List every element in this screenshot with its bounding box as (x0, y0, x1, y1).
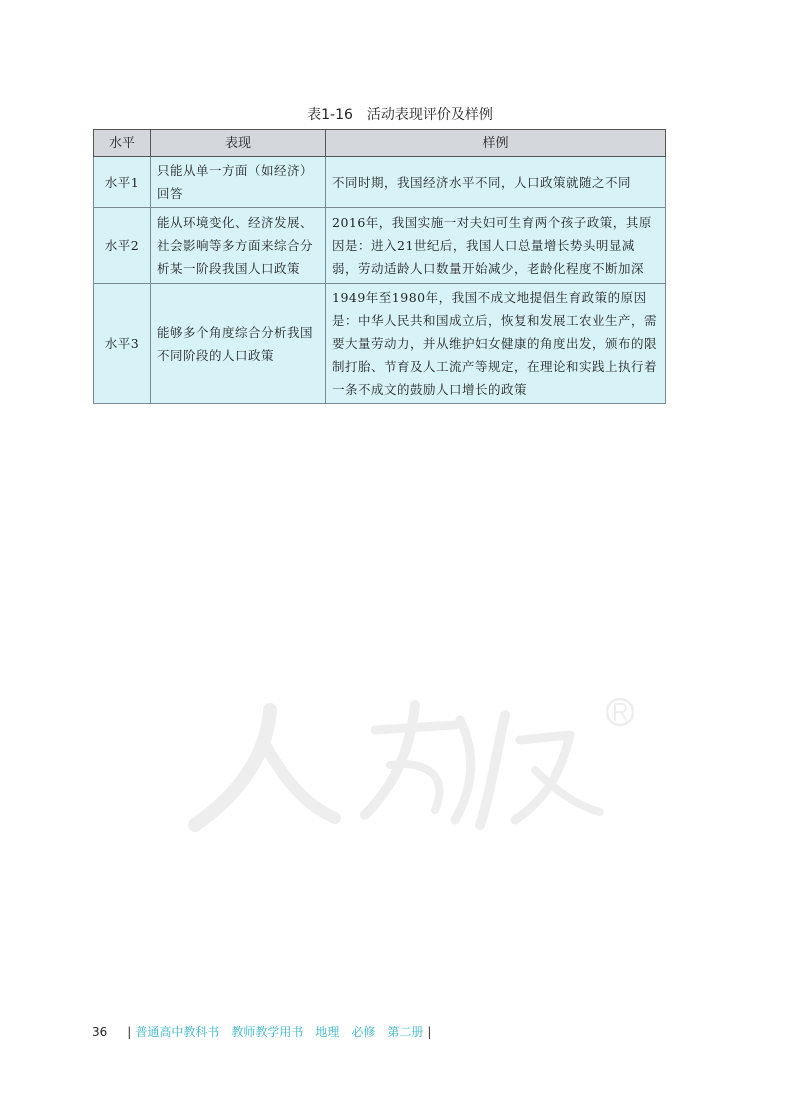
performance-cell: 能从环境变化、经济发展、社会影响等多方面来综合分析某一阶段我国人口政策 (151, 208, 326, 284)
table-caption (0, 104, 800, 124)
footer-divider: | (127, 1025, 132, 1039)
header-performance: 表现 (151, 130, 326, 157)
evaluation-table (93, 129, 666, 404)
performance-cell: 能够多个角度综合分析我国不同阶段的人口政策 (151, 284, 326, 404)
table-row (94, 157, 666, 208)
table-title: 活动表现评价及样例 (366, 107, 493, 123)
header-level: 水平 (94, 130, 151, 157)
footer-divider: | (427, 1025, 432, 1039)
book-series-title: 普通高中教科书 教师教学用书 地理 必修 第二册 (135, 1025, 424, 1039)
table-header-row (94, 130, 666, 157)
publisher-watermark-logo (175, 690, 645, 840)
page-footer (92, 1023, 435, 1040)
page-number: 36 (92, 1025, 108, 1039)
example-cell: 2016年，我国实施一对夫妇可生育两个孩子政策，其原因是：进入21世纪后，我国人口总量增长势头明显减弱，劳动适龄人口数量开始减少，老龄化程度不断加深 (326, 208, 666, 284)
level-cell: 水平2 (94, 208, 151, 284)
table-row (94, 208, 666, 284)
level-cell: 水平1 (94, 157, 151, 208)
table-row (94, 284, 666, 404)
performance-cell: 只能从单一方面（如经济）回答 (151, 157, 326, 208)
level-cell: 水平3 (94, 284, 151, 404)
example-cell: 不同时期，我国经济水平不同，人口政策就随之不同 (326, 157, 666, 208)
header-example: 样例 (326, 130, 666, 157)
table-number: 表1-16 (307, 107, 353, 123)
example-cell: 1949年至1980年，我国不成文地提倡生育政策的原因是：中华人民共和国成立后，恢复和发展工农业生产，需要大量劳动力，并从维护妇女健康的角度出发，颁布的限制打胎、节育及人工流产等规定，在理论和实践上执行着一条不成文的鼓励人口增长的政策 (326, 284, 666, 404)
